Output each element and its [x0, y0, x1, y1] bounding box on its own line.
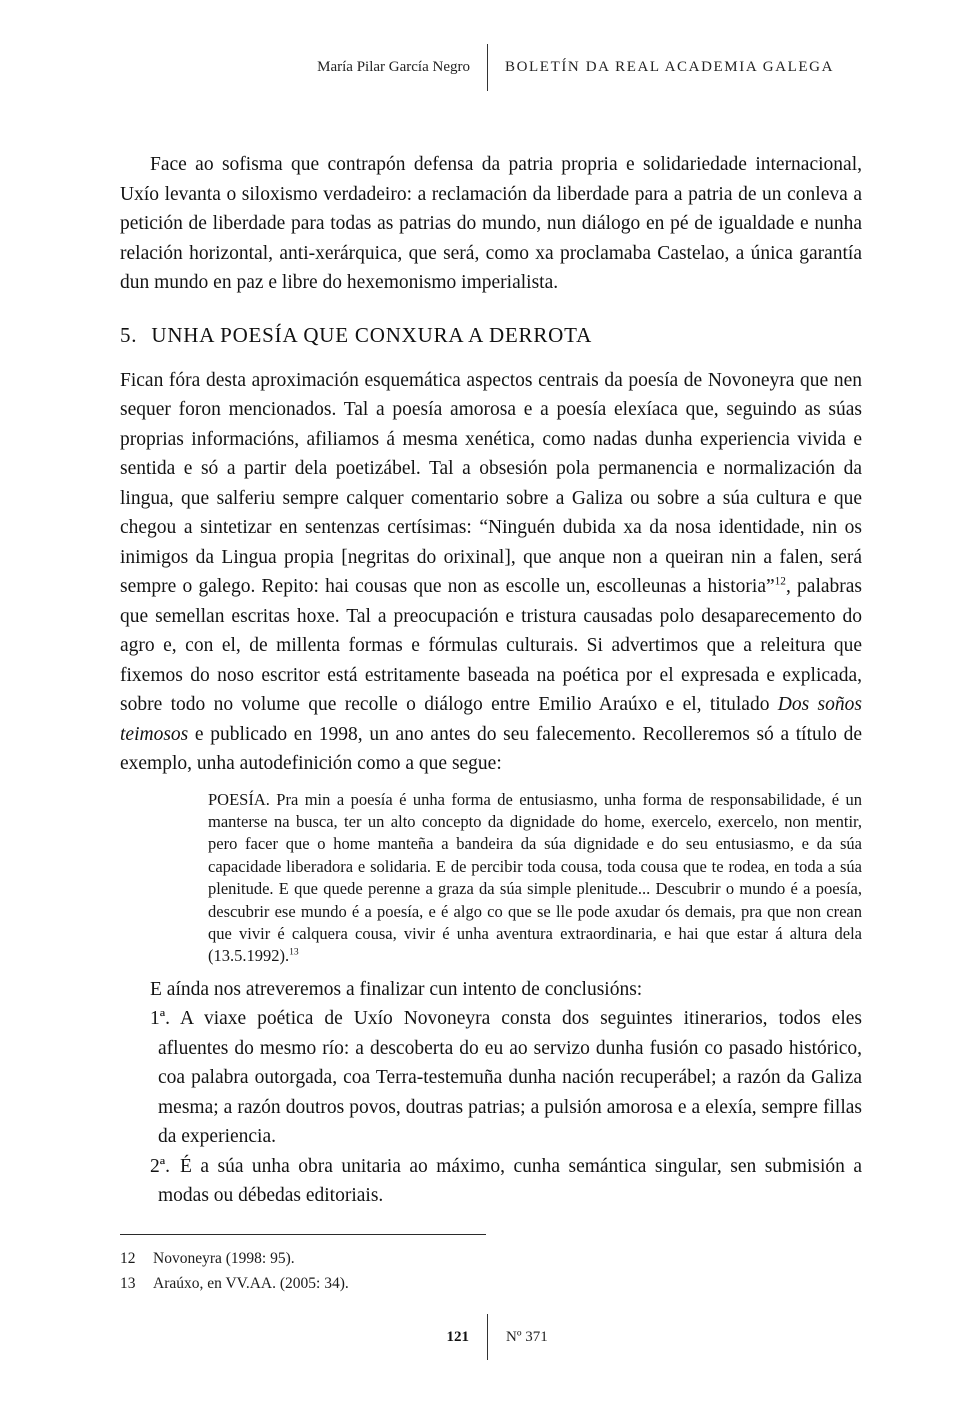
section-heading — [120, 321, 862, 349]
conclusion-item-2 — [120, 1152, 862, 1211]
paragraph-main — [120, 366, 862, 779]
issue-number: Nº 371 — [506, 1328, 548, 1345]
footnotes-section — [120, 1234, 862, 1296]
paragraph-main-part3: e publicado en 1998, un ano antes do seu falecemento. Recolleremos só a título de exemplo, unha autodefinición como a que segue: — [120, 723, 862, 774]
footnote-text: Novoneyra (1998: 95). — [153, 1250, 295, 1267]
conclusion-marker-2: 2ª. — [150, 1155, 171, 1177]
book-title: Dos soños teimosos — [120, 694, 862, 745]
conclusion-marker-1: 1ª. — [150, 1008, 171, 1030]
conclusion-text-2: É a súa unha obra unitaria ao máximo, cunha semántica singular, sen submisión a modas ou débedas editoriais. — [158, 1155, 862, 1207]
footnote-text: Araúxo, en VV.AA. (2005: 34). — [153, 1275, 349, 1292]
article-body — [120, 150, 862, 1211]
conclusion-item-1 — [120, 1004, 862, 1152]
page-footer — [0, 1314, 975, 1360]
conclusion-text-1: A viaxe poética de Uxío Novoneyra consta dos seguintes itinerarios, todos eles afluentes do mesmo río: a descoberta do eu ao servizo dunha fusión co pasado histórico, coa palabra outorgada, coa Terra-testemuña dunha nación recuperábel; a razón da Galiza mesma; a razón doutros povos, doutras patrias; a pulsión amorosa e a elexía, sempre fillas da experiencia. — [158, 1008, 862, 1148]
footnote-12 — [120, 1246, 862, 1271]
paragraph-intro: Face ao sofisma que contrapón defensa da patria propria e solidariedade internacional, Uxío levanta o siloxismo verdadeiro: a reclamación da liberdade para a patria de un conleva a petición de liberdade para todas as patrias do mundo, nun diálogo en pé de igualdade e nunha relación horizontal, anti-xerárquica, que será, como xa proclamaba Castelao, a única garantía dun mundo en paz e libre do hexemonismo imperialista. — [120, 154, 862, 293]
paragraph-main-part2: , palabras que semellan escritas hoxe. Tal a preocupación e tristura causadas polo desaparecemento do agro e, con el, de millenta formas e fórmulas culturais. Si advertimos que a releitura que fixemos do noso escritor está estritamente baseada na poética por el expresada e explicada, sobre todo no volume que recolle o diálogo entre Emilio Araúxo e el, titulado — [120, 576, 862, 715]
journal-title: BOLETÍN DA REAL ACADEMIA GALEGA — [505, 59, 835, 75]
section-title: UNHA POESÍA QUE CONXURA A DERROTA — [151, 322, 593, 347]
footnote-reference-12: 12 — [774, 575, 786, 588]
paragraph-main-part1: Fican fóra desta aproximación esquemática aspectos centrais da poesía de Novoneyra que nen sequer foron mencionados. Tal a poesía amorosa e a poesía elexíaca que, seguindo as súas proprias informacións, afiliamos á mesma xenética, como nadas dunha experiencia vivida e sentida e só a partir dela poetizábel. Tal a obsesión pola permanencia e normalización da lingua, que salferiu sempre calquer comentario sobre a Galiza ou sobre a súa cultura e que chegou a sintetizar en sentenzas certísimas: “Ninguén dubida xa da nosa identidade, nin os inimigos da Lingua propia [negritas do orixinal], que anque non a queiran nin a falen, será sempre o galego. Repito: hai cousas que non as escolle un, escolleunas a historia” — [120, 369, 862, 597]
quote-text: POESÍA. Pra min a poesía é unha forma de entusiasmo, unha forma de responsabilidade, é un manterse na busca, ter un alto concepto da dignidade do home, exercelo, exercelo, non mentir, pero facer que o home manteña a bandeira da súa dignidade e do seu entusiasmo, e da súa capacidade liberadora e solidaria. E de percibir toda cousa, toda cousa que te rodea, en toda a súa plenitude. E que quede perenne a graza da súa simple plenitude... Descubrir o mundo é a poesía, descubrir ese mundo é a poesía, e é algo co que se lle pode axudar ós demais, pra que non crean que vivir é calquera cousa, vivir é unha aventura extraordinaria, e hai que estar á altura dela (13.5.1992). — [208, 789, 862, 966]
conclusions-intro: E aínda nos atreveremos a finalizar cun intento de conclusións: — [150, 978, 643, 1000]
footnote-number: 12 — [120, 1250, 136, 1267]
footnote-13 — [120, 1271, 862, 1296]
footnote-rule — [120, 1234, 486, 1235]
footnote-number: 13 — [120, 1275, 136, 1292]
author-name: María Pilar García Negro — [317, 59, 470, 75]
block-quote — [208, 789, 862, 968]
page-number: 121 — [446, 1328, 469, 1345]
section-number: 5. — [120, 322, 138, 347]
running-header — [0, 44, 975, 91]
footnote-reference-13: 13 — [289, 946, 299, 958]
